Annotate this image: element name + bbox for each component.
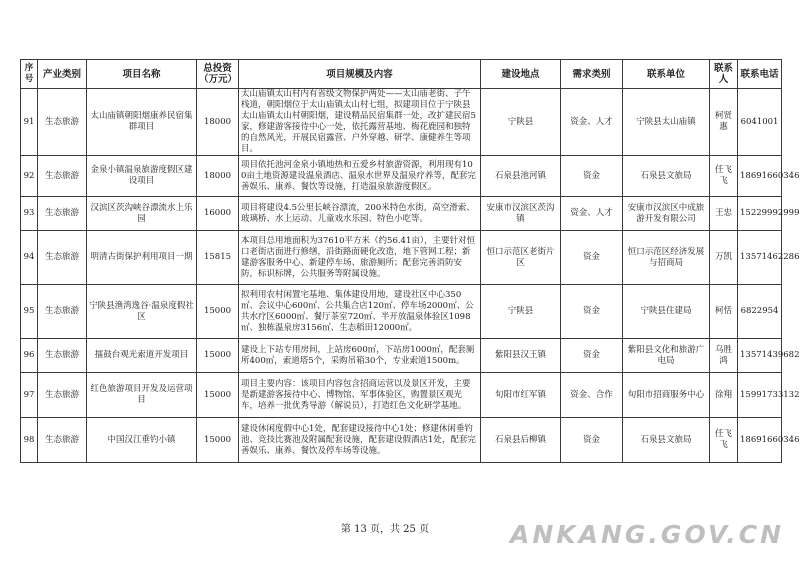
cell-name: 红色旅游项目开发及运营项目 xyxy=(87,373,197,418)
header-no: 序号 xyxy=(21,60,38,89)
header-phone: 联系电话 xyxy=(738,60,782,89)
cell-location: 安康市汉滨区茨沟镇 xyxy=(481,197,561,231)
cell-phone: 6041001 xyxy=(738,89,782,156)
cell-name: 明清古街保护利用项目一期 xyxy=(87,231,197,285)
cell-scope: 项目主要内容：该项目内容包含招商运营以及景区开发，主要是新建游客接待中心、博物馆、军事体验区，购置景区观光车，培养一批优秀导游（解说员），打造红色文化研学基地。 xyxy=(239,373,481,418)
table-row xyxy=(21,89,782,156)
cell-category: 生态旅游 xyxy=(38,373,87,418)
cell-contact: 乌胜鸿 xyxy=(710,339,738,373)
cell-unit: 宁陕县太山庙镇 xyxy=(623,89,710,156)
cell-scope: 建设上下站专用房间，上站房600㎡，下站房1000㎡，配套厕所400㎡，索道塔5个，采购吊箱30个，专业索道1500m。 xyxy=(239,339,481,373)
cell-name: 金泉小镇温泉旅游度假区建设项目 xyxy=(87,156,197,197)
cell-investment: 16000 xyxy=(197,197,239,231)
cell-contact: 万凯 xyxy=(710,231,738,285)
cell-need: 资金 xyxy=(561,339,623,373)
cell-location: 紫阳县汉王镇 xyxy=(481,339,561,373)
header-investment-line1: 总投资 xyxy=(203,63,232,74)
cell-phone: 13571439682 xyxy=(738,339,782,373)
cell-contact: 柯恬 xyxy=(710,285,738,339)
cell-investment: 15000 xyxy=(197,418,239,463)
cell-contact: 柯贤惠 xyxy=(710,89,738,156)
header-unit: 联系单位 xyxy=(623,60,710,89)
header-scope: 项目规模及内容 xyxy=(239,60,481,89)
cell-investment: 15000 xyxy=(197,339,239,373)
cell-unit: 旬阳市招商服务中心 xyxy=(623,373,710,418)
project-table xyxy=(20,59,800,463)
cell-need: 资金 xyxy=(561,156,623,197)
cell-scope: 拟利用农村闲置宅基地、集体建设用地，建设社区中心350㎡、会议中心600㎡、公共集合店120㎡、停车场2000㎡、公共水疗区6000㎡、餐厅茶室720㎡、半开放温泉体验区1098㎡、独栋温泉房3156㎡、生态稻田12000㎡。 xyxy=(239,285,481,339)
cell-scope: 本项目总用地面积为37610平方米（约56.41亩），主要针对恒口老街店面进行修缮，沿街路面硬化改造，地下管网工程；新建游客服务中心、新建停车场、旅游厕所；配套完善消防安防，标识标牌，公共服务等附属设施。 xyxy=(239,231,481,285)
cell-scope: 项目将建设4.5公里长峡谷漂流，200米特色水街，高空滑索、玻璃桥、水上运动、儿童戏水乐园、特色小吃等。 xyxy=(239,197,481,231)
table-row xyxy=(21,285,782,339)
cell-category: 生态旅游 xyxy=(38,339,87,373)
cell-contact: 任飞飞 xyxy=(710,156,738,197)
cell-category: 生态旅游 xyxy=(38,197,87,231)
cell-category: 生态旅游 xyxy=(38,285,87,339)
cell-no: 95 xyxy=(21,285,38,339)
cell-need: 资金 xyxy=(561,418,623,463)
header-investment xyxy=(197,60,239,89)
cell-unit: 恒口示范区经济发展与招商局 xyxy=(623,231,710,285)
cell-name: 中国汉江垂钓小镇 xyxy=(87,418,197,463)
cell-no: 91 xyxy=(21,89,38,156)
header-location: 建设地点 xyxy=(481,60,561,89)
table-row xyxy=(21,373,782,418)
cell-no: 98 xyxy=(21,418,38,463)
cell-phone: 15991733132 xyxy=(738,373,782,418)
cell-name: 宁陕县渔湾逸谷·温泉度假社区 xyxy=(87,285,197,339)
cell-category: 生态旅游 xyxy=(38,231,87,285)
header-investment-line2: （万元） xyxy=(199,74,238,85)
cell-need: 资金、合作 xyxy=(561,373,623,418)
cell-scope: 项目依托池河金泉小镇地热和五爱乡村旅游资源，利用现有100亩土地资源建设温泉酒店、温泉水世界及温泉疗养等，配套完善娱乐、康养、餐饮等设施，打造温泉旅游度假区。 xyxy=(239,156,481,197)
table-row xyxy=(21,418,782,463)
cell-investment: 15000 xyxy=(197,285,239,339)
cell-name: 擂鼓台观光索道开发项目 xyxy=(87,339,197,373)
cell-unit: 石泉县文旅局 xyxy=(623,156,710,197)
header-need: 需求类别 xyxy=(561,60,623,89)
cell-no: 92 xyxy=(21,156,38,197)
table-row xyxy=(21,197,782,231)
cell-no: 93 xyxy=(21,197,38,231)
cell-no: 94 xyxy=(21,231,38,285)
cell-contact: 任飞飞 xyxy=(710,418,738,463)
cell-scope: 建设休闲度假中心1处，配套建设接待中心1处；修建休闲垂钓池、竞技比赛池及附属配套设施，配套建设假酒店1处，配套完善娱乐、康养、餐饮及停车场等设施。 xyxy=(239,418,481,463)
cell-need: 资金、人才 xyxy=(561,197,623,231)
cell-phone: 13571462286 xyxy=(738,231,782,285)
table-row xyxy=(21,231,782,285)
cell-unit: 宁陕县住建局 xyxy=(623,285,710,339)
cell-unit: 紫阳县文化和旅游广电局 xyxy=(623,339,710,373)
cell-location: 宁陕县 xyxy=(481,285,561,339)
cell-phone: 15229992999 xyxy=(738,197,782,231)
cell-contact: 徐翔 xyxy=(710,373,738,418)
cell-phone: 18691660346 xyxy=(738,418,782,463)
page-footer: 第 13 页，共 25 页 xyxy=(340,524,430,535)
cell-location: 恒口示范区老街片区 xyxy=(481,231,561,285)
cell-location: 宁陕县 xyxy=(481,89,561,156)
cell-phone: 18691660346 xyxy=(738,156,782,197)
cell-need: 资金、人才 xyxy=(561,89,623,156)
cell-unit: 安康市汉滨区中成旅游开发有限公司 xyxy=(623,197,710,231)
cell-category: 生态旅游 xyxy=(38,418,87,463)
cell-no: 96 xyxy=(21,339,38,373)
table-row xyxy=(21,156,782,197)
cell-phone: 6822954 xyxy=(738,285,782,339)
header-category: 产业类别 xyxy=(38,60,87,89)
cell-no: 97 xyxy=(21,373,38,418)
table-header-row xyxy=(21,60,782,89)
cell-scope: 太山庙镇太山村内有省级文物保护两处——太山庙老街、子午栈道，朝阳烟位于太山庙镇太山村七组，拟建项目位于宁陕县太山庙镇太山村朝阳烟，建设精品民宿集群一处，改扩建民宿5家，修建游客接待中心一处，依托露营基地、梅花鹿园和独特的自然风光，开展民宿露营、户外穿越、研学、康健养生等项目。 xyxy=(239,89,481,156)
watermark: ANKANG.GOV.CN xyxy=(510,520,785,549)
cell-investment: 18000 xyxy=(197,89,239,156)
cell-location: 石泉县后柳镇 xyxy=(481,418,561,463)
header-contact: 联系人 xyxy=(710,60,738,89)
cell-category: 生态旅游 xyxy=(38,156,87,197)
cell-name: 汉滨区茨沟峡谷漂流水上乐园 xyxy=(87,197,197,231)
cell-need: 资金 xyxy=(561,231,623,285)
cell-need: 资金 xyxy=(561,285,623,339)
cell-category: 生态旅游 xyxy=(38,89,87,156)
cell-investment: 15000 xyxy=(197,373,239,418)
header-name: 项目名称 xyxy=(87,60,197,89)
table-row xyxy=(21,339,782,373)
cell-name: 太山庙镇朝阳烟康养民宿集群项目 xyxy=(87,89,197,156)
cell-investment: 18000 xyxy=(197,156,239,197)
cell-unit: 石泉县文旅局 xyxy=(623,418,710,463)
cell-location: 石泉县池河镇 xyxy=(481,156,561,197)
cell-location: 旬阳市红军镇 xyxy=(481,373,561,418)
cell-contact: 王忠 xyxy=(710,197,738,231)
cell-investment: 15815 xyxy=(197,231,239,285)
